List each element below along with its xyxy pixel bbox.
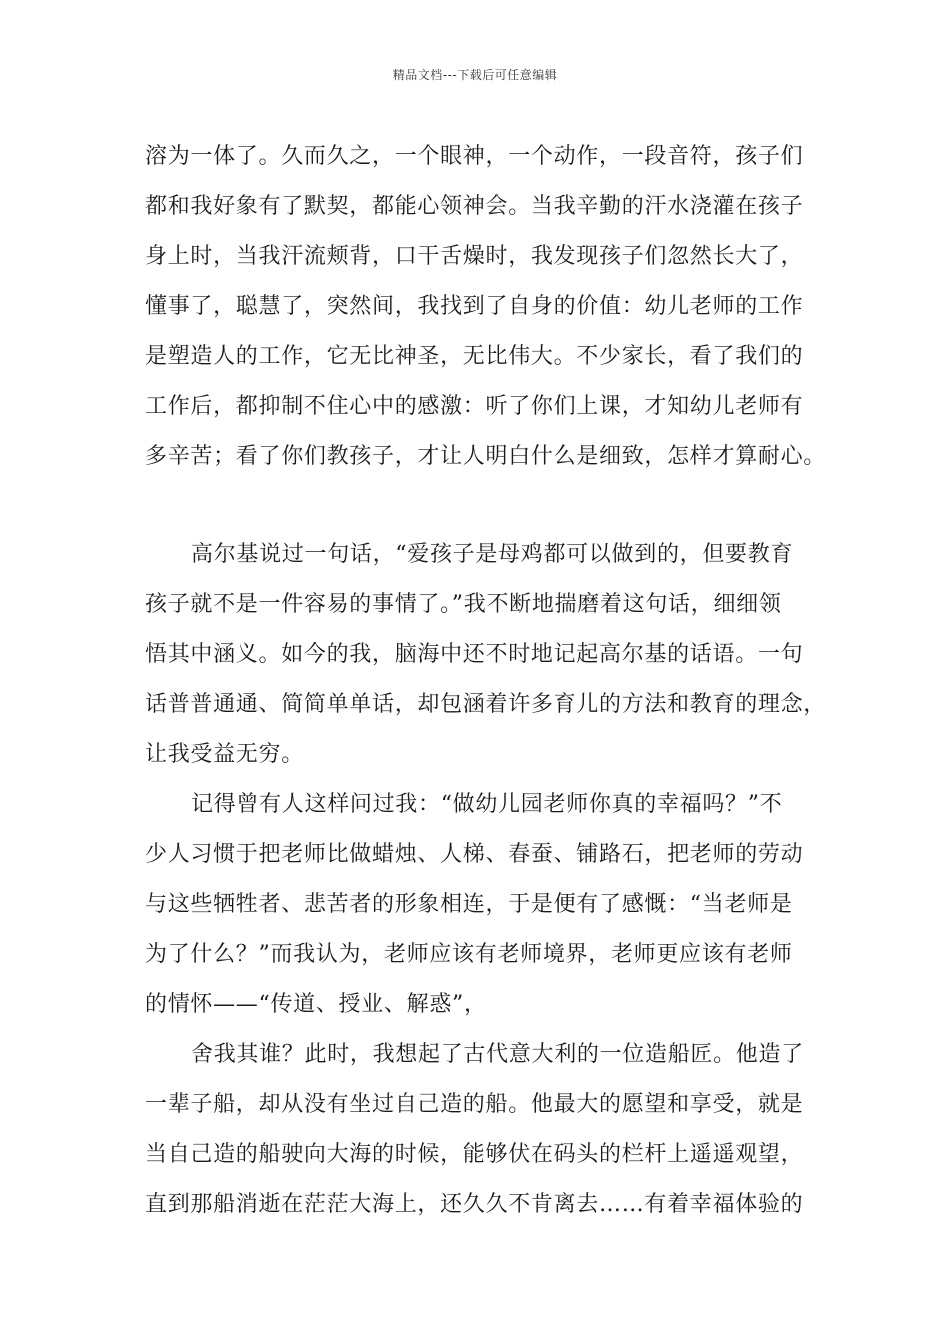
text-line: 悟其中涵义。如今的我，脑海中还不时地记起高尔基的话语。一句 [145, 642, 804, 667]
paragraph [145, 1030, 825, 1230]
text-line: 当自己造的船驶向大海的时候，能够伏在码头的栏杆上遥遥观望， [145, 1142, 804, 1167]
paragraph [145, 132, 825, 482]
page-header: 精品文档---下载后可任意编辑 [392, 68, 558, 82]
document-body [145, 132, 825, 1230]
text-line: 溶为一体了。久而久之，一个眼神，一个动作，一段音符，孩子们 [145, 144, 804, 169]
text-line: 直到那船消逝在茫茫大海上，还久久不肯离去……有着幸福体验的 [145, 1192, 804, 1217]
text-line: 一辈子船，却从没有坐过自己造的船。他最大的愿望和享受，就是 [145, 1092, 804, 1117]
text-line: 高尔基说过一句话，“爱孩子是母鸡都可以做到的，但要教育 [191, 542, 794, 567]
paragraph [145, 780, 825, 1030]
text-line: 懂事了，聪慧了，突然间，我找到了自身的价值：幼儿老师的工作 [145, 294, 804, 319]
text-line: 的情怀——“传道、授业、解惑”， [145, 992, 487, 1017]
paragraph-gap [145, 482, 825, 530]
text-line: 记得曾有人这样问过我：“做幼儿园老师你真的幸福吗？”不 [191, 792, 783, 817]
text-line: 身上时，当我汗流颊背，口干舌燥时，我发现孩子们忽然长大了， [145, 244, 804, 269]
text-line: 与这些牺牲者、悲苦者的形象相连，于是便有了感慨：“当老师是 [145, 892, 793, 917]
text-line: 话普普通通、简简单单话，却包涵着许多育儿的方法和教育的理念， [145, 692, 827, 717]
text-line: 都和我好象有了默契，都能心领神会。当我辛勤的汗水浇灌在孩子 [145, 194, 804, 219]
text-line: 让我受益无穷。 [145, 742, 304, 767]
text-line: 多辛苦；看了你们教孩子，才让人明白什么是细致，怎样才算耐心。 [145, 444, 827, 469]
text-line: 孩子就不是一件容易的事情了。”我不断地揣磨着这句话，细细领 [145, 592, 782, 617]
paragraph [145, 530, 825, 780]
text-line: 是塑造人的工作，它无比神圣，无比伟大。不少家长，看了我们的 [145, 344, 804, 369]
text-line: 舍我其谁？此时，我想起了古代意大利的一位造船匠。他造了 [191, 1042, 804, 1067]
text-line: 工作后，都抑制不住心中的感激：听了你们上课，才知幼儿老师有 [145, 394, 804, 419]
text-line: 少人习惯于把老师比做蜡烛、人梯、春蚕、铺路石，把老师的劳动 [145, 842, 804, 867]
text-line: 为了什么？”而我认为，老师应该有老师境界，老师更应该有老师 [145, 942, 793, 967]
